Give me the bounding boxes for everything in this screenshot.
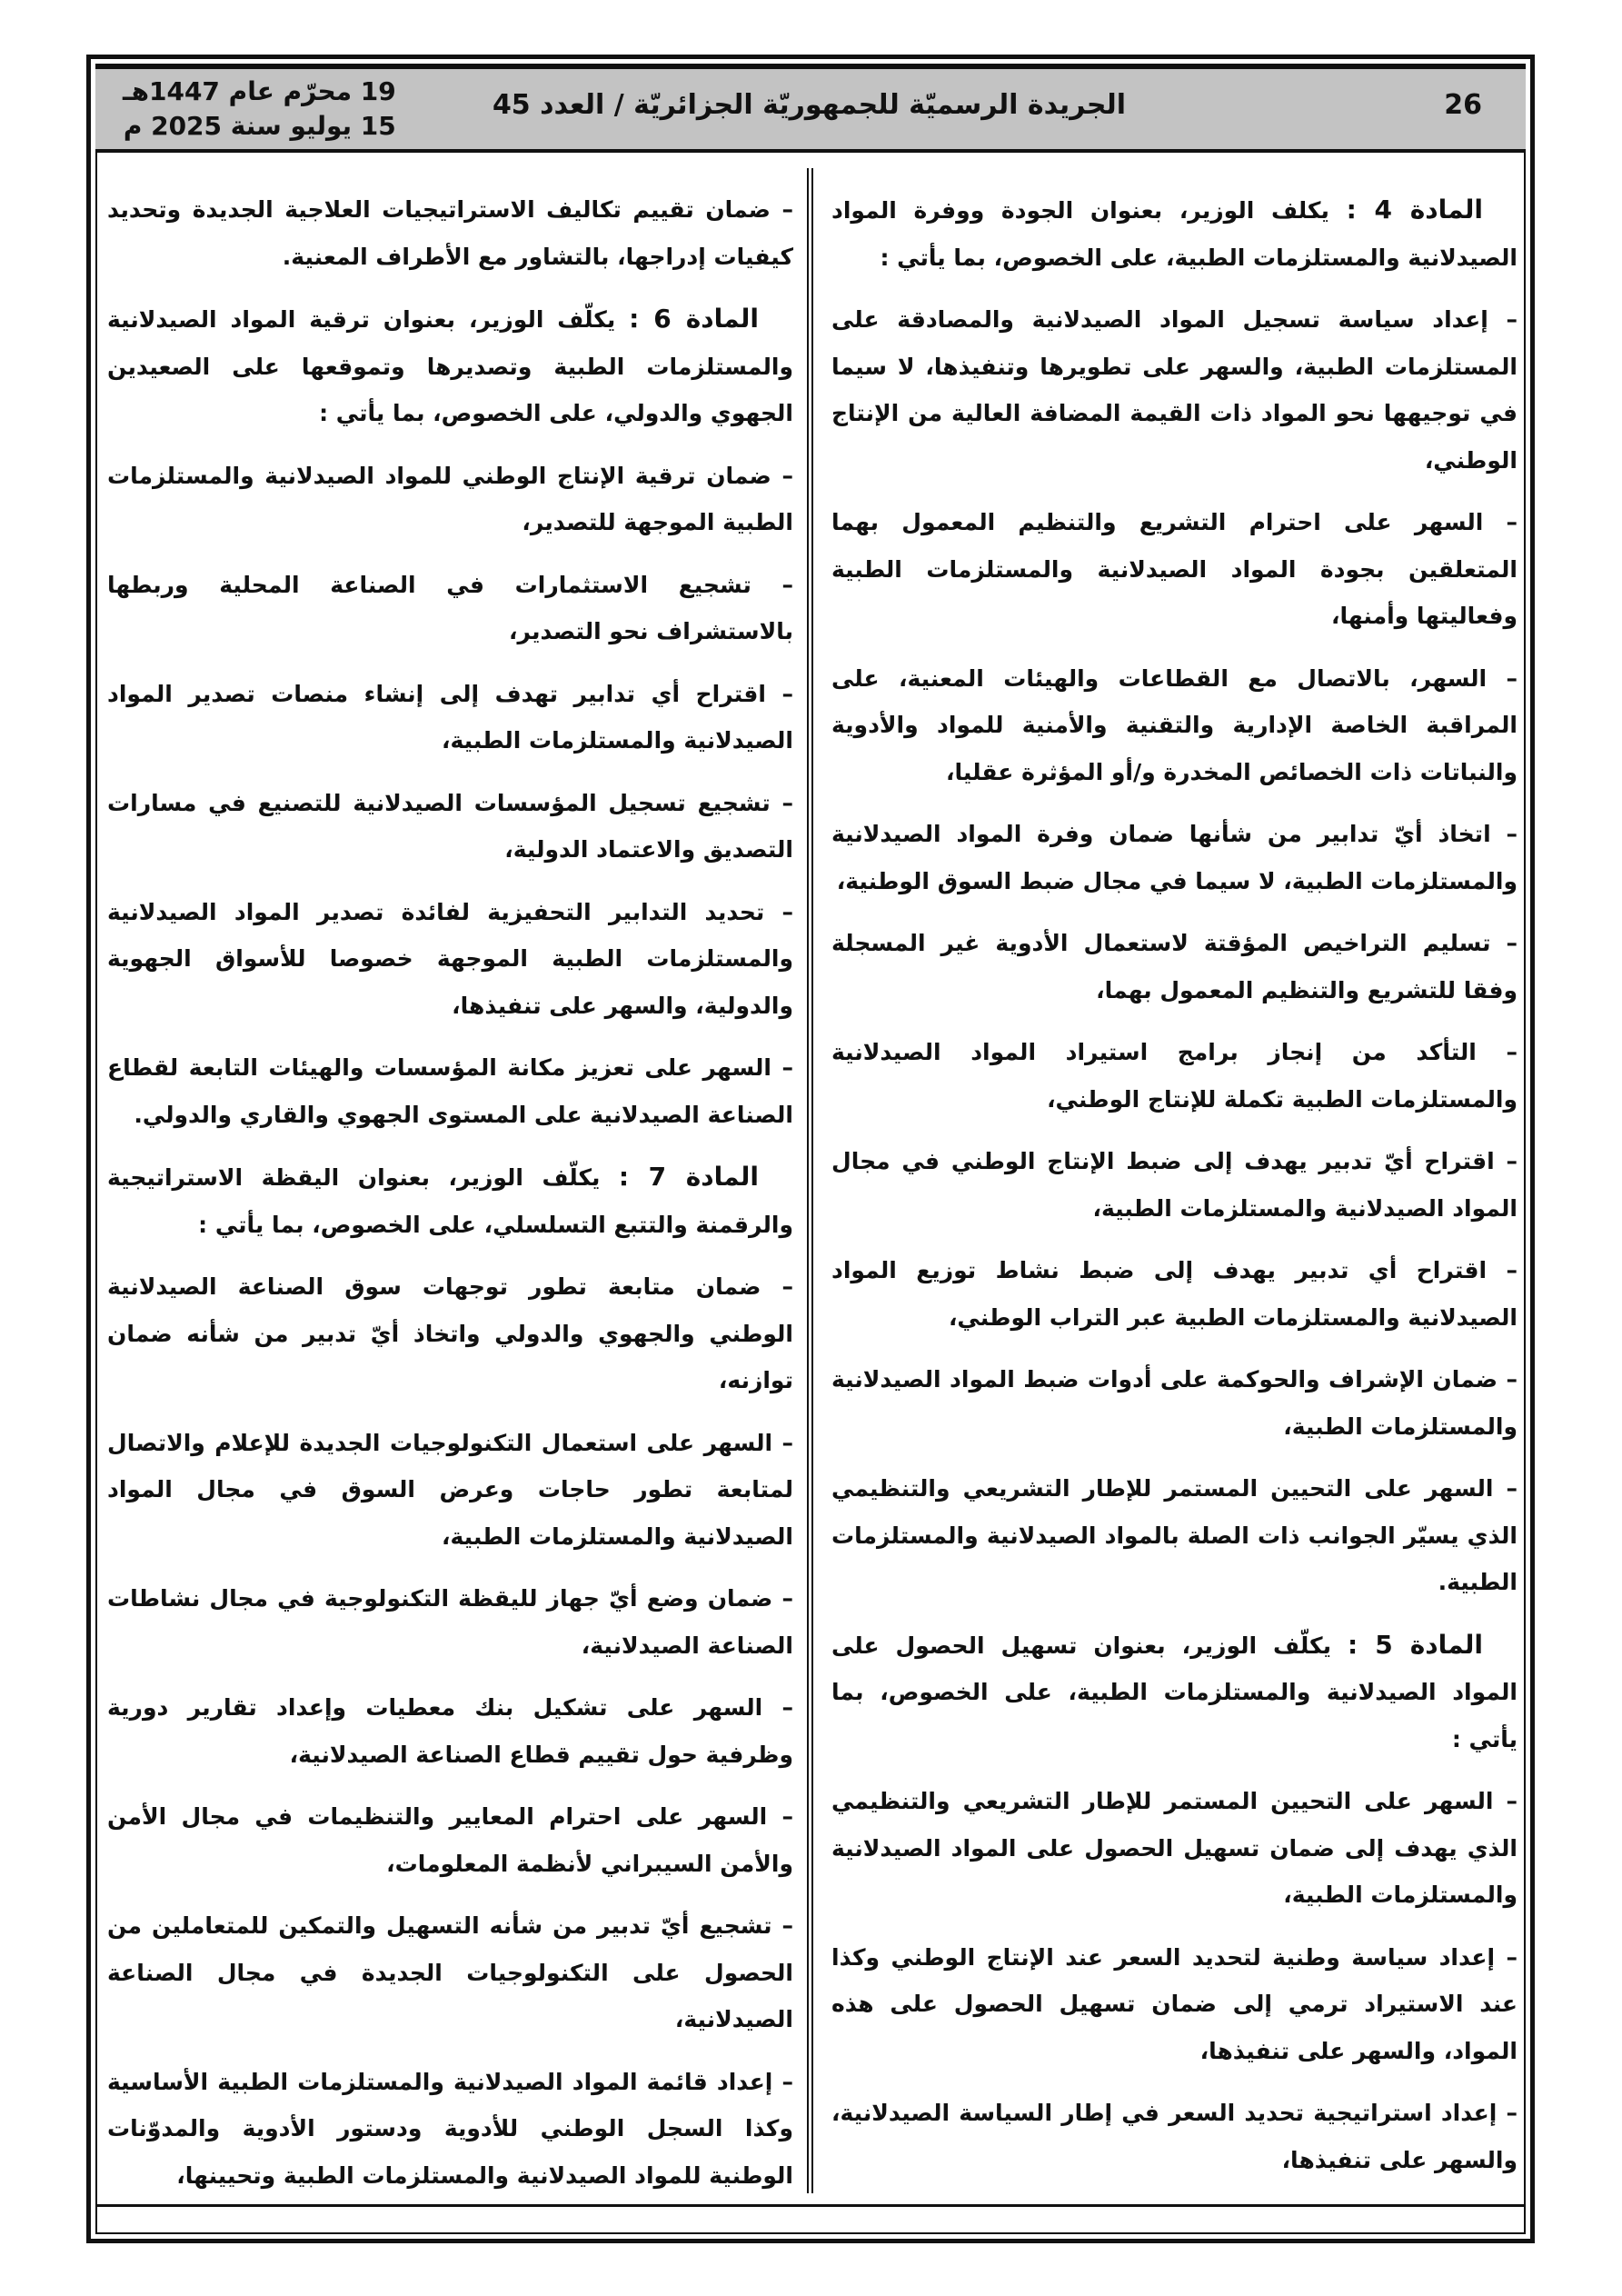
article-paragraph [107, 1153, 793, 1248]
article-paragraph [107, 295, 793, 437]
paragraph-text: – تسليم التراخيص المؤقتة لاستعمال الأدوية غير المسجلة وفقا للتشريع والتنظيم المعمول بهما، [831, 930, 1518, 1003]
list-item [107, 1263, 793, 1404]
paragraph-text: – السهر على استعمال التكنولوجيات الجديدة للإعلام والاتصال لمتابعة تطور حاجات وعرض السوق في مجال المواد الصيدلانية والمستلزمات الطبية، [107, 1429, 793, 1550]
list-item [107, 1575, 793, 1669]
column-divider [807, 168, 813, 2193]
paragraph-text: – ضمان الإشراف والحوكمة على أدوات ضبط المواد الصيدلانية والمستلزمات الطبية، [831, 1366, 1518, 1440]
paragraph-text: – السهر على التحيين المستمر للإطار التشريعي والتنظيمي الذي يسيّر الجوانب ذات الصلة بالمواد الصيدلانية والمستلزمات الطبية. [831, 1475, 1518, 1595]
list-item [107, 2059, 793, 2200]
list-item [107, 1684, 793, 1778]
paragraph-text: – السهر، بالاتصال مع القطاعات والهيئات المعنية، على المراقبة الخاصة الإدارية والتقنية والأمنية للمواد والأدوية والنباتات ذات الخصائص المخدرة و/أو المؤثرة عقليا، [831, 664, 1518, 785]
article-label: المادة 5 : [1347, 1629, 1483, 1660]
list-item [831, 811, 1518, 904]
paragraph-text: – ضمان وضع أيّ جهاز لليقظة التكنولوجية في مجال نشاطات الصناعة الصيدلانية، [107, 1585, 793, 1659]
paragraph-text: – ضمان تقييم تكاليف الاستراتيجيات العلاجية الجديدة وتحديد كيفيات إدراجها، بالتشاور مع الأطراف المعنية. [107, 196, 793, 270]
list-item [107, 780, 793, 873]
paragraph-text: – إعداد استراتيجية تحديد السعر في إطار السياسة الصيدلانية، والسهر على تنفيذها، [831, 2100, 1518, 2173]
list-item [107, 889, 793, 1030]
list-item [831, 1465, 1518, 1606]
paragraph-text: – اقتراح أي تدبير يهدف إلى ضبط نشاط توزيع المواد الصيدلانية والمستلزمات الطبية عبر التراب الوطني، [831, 1257, 1518, 1331]
paragraph-text: – تحديد التدابير التحفيزية لفائدة تصدير المواد الصيدلانية والمستلزمات الطبية الموجهة خصوصا للأسواق الجهوية والدولية، والسهر على تنفيذها، [107, 898, 793, 1019]
paragraph-text: – إعداد سياسة تسجيل المواد الصيدلانية والمصادقة على المستلزمات الطبية، والسهر على تطويرها وتنفيذها، لا سيما في توجيهها نحو المواد ذات القيمة المضافة العالية من الإنتاج الوطني، [831, 306, 1518, 474]
paragraph-text: – السهر على تعزيز مكانة المؤسسات والهيئات التابعة لقطاع الصناعة الصيدلانية على المستوى الجهوي والقاري والدولي. [107, 1054, 793, 1128]
article-paragraph [831, 1622, 1518, 1763]
paragraph-text: – تشجيع الاستثمارات في الصناعة المحلية وربطها بالاستشراف نحو التصدير، [107, 571, 793, 644]
paragraph-text: يكلّف الوزير، بعنوان تسهيل الحصول على المواد الصيدلانية والمستلزمات الطبية، على الخصوص، بما يأتي : [831, 1632, 1518, 1752]
list-item [107, 1044, 793, 1138]
article-paragraph [831, 186, 1518, 281]
list-item [107, 186, 793, 280]
paragraph-text: – اقتراح أي تدابير تهدف إلى إنشاء منصات تصدير المواد الصيدلانية والمستلزمات الطبية، [107, 680, 793, 754]
list-item [831, 296, 1518, 484]
list-item [107, 1420, 793, 1561]
paragraph-text: – السهر على تشكيل بنك معطيات وإعداد تقارير دورية وظرفية حول تقييم قطاع الصناعة الصيدلانية، [107, 1694, 793, 1768]
paragraph-text: – تشجيع أيّ تدبير من شأنه التسهيل والتمكين للمتعاملين من الحصول على التكنولوجيات الجديدة في مجال الصناعة الصيدلانية، [107, 1912, 793, 2032]
paragraph-text: يكلّف الوزير، بعنوان ترقية المواد الصيدلانية والمستلزمات الطبية وتصديرها وتموقعها على الصعيدين الجهوي والدولي، على الخصوص، بما يأتي : [107, 306, 793, 426]
list-item [831, 499, 1518, 640]
paragraph-text: – تشجيع تسجيل المؤسسات الصيدلانية للتصنيع في مسارات التصديق والاعتماد الدولية، [107, 789, 793, 863]
article-label: المادة 6 : [629, 304, 759, 334]
date-hijri: 19 محرّم عام 1447هـ [123, 76, 396, 106]
list-item [831, 1934, 1518, 2075]
list-item [831, 1029, 1518, 1123]
list-item [831, 920, 1518, 1013]
journal-title: الجريدة الرسميّة للجمهوريّة الجزائريّة / العدد 45 [492, 89, 1126, 121]
list-item [107, 453, 793, 546]
paragraph-text: – ضمان متابعة تطور توجهات سوق الصناعة الصيدلانية الوطني والجهوي والدولي واتخاذ أيّ تدبير من شأنه ضمان توازنه، [107, 1273, 793, 1393]
paragraph-text: – إعداد سياسة وطنية لتحديد السعر عند الإنتاج الوطني وكذا عند الاستيراد ترمي إلى ضمان تسهيل الحصول على هذه المواد، والسهر على تنفيذها، [831, 1943, 1518, 2064]
article-label: المادة 7 : [618, 1162, 760, 1192]
paragraph-text: يكلف الوزير، بعنوان الجودة ووفرة المواد الصيدلانية والمستلزمات الطبية، على الخصوص، بما يأتي : [831, 197, 1518, 271]
list-item [831, 2090, 1518, 2183]
list-item [107, 1902, 793, 2043]
paragraph-text: – إعداد قائمة المواد الصيدلانية والمستلزمات الطبية الأساسية وكذا السجل الوطني للأدوية ودستور الأدوية والمدوّنات الوطنية للمواد الصيدلانية والمستلزمات الطبية وتحيينها، [107, 2068, 793, 2189]
list-item [831, 1356, 1518, 1450]
paragraph-text: – اقتراح أيّ تدبير يهدف إلى ضبط الإنتاج الوطني في مجال المواد الصيدلانية والمستلزمات الطبية، [831, 1148, 1518, 1222]
paragraph-text: – السهر على احترام التشريع والتنظيم المعمول بهما المتعلقين بجودة المواد الصيدلانية والمستلزمات الطبية وفعاليتها وأمنها، [831, 509, 1518, 629]
list-item [831, 1138, 1518, 1232]
paragraph-text: – ضمان ترقية الإنتاج الوطني للمواد الصيدلانية والمستلزمات الطبية الموجهة للتصدير، [107, 462, 793, 535]
paragraph-text: يكلّف الوزير، بعنوان اليقظة الاستراتيجية والرقمنة والتتبع التسلسلي، على الخصوص، بما يأتي : [107, 1164, 793, 1238]
article-label: المادة 4 : [1346, 195, 1484, 225]
issue-date [123, 75, 396, 144]
list-item [107, 562, 793, 655]
left-column [107, 186, 793, 2214]
paragraph-text: – السهر على التحيين المستمر للإطار التشريعي والتنظيمي الذي يهدف إلى ضمان تسهيل الحصول على المواد الصيدلانية والمستلزمات الطبية، [831, 1788, 1518, 1908]
paragraph-text: – اتخاذ أيّ تدابير من شأنها ضمان وفرة المواد الصيدلانية والمستلزمات الطبية، لا سيما في مجال ضبط السوق الوطنية، [831, 821, 1518, 894]
paragraph-text: – السهر على احترام المعايير والتنظيمات في مجال الأمن والأمن السيبراني لأنظمة المعلومات، [107, 1803, 793, 1877]
right-column [831, 186, 1518, 2199]
list-item [831, 1778, 1518, 1919]
date-gregorian: 15 يوليو سنة 2025 م [123, 111, 396, 141]
list-item [107, 671, 793, 764]
list-item [831, 655, 1518, 796]
bottom-rule [95, 2204, 1526, 2207]
list-item [831, 1247, 1518, 1341]
page-number: 26 [1444, 89, 1482, 121]
list-item [107, 1793, 793, 1887]
page-header [95, 65, 1526, 153]
paragraph-text: – التأكد من إنجاز برامج استيراد المواد الصيدلانية والمستلزمات الطبية تكملة للإنتاج الوطني، [831, 1039, 1518, 1113]
